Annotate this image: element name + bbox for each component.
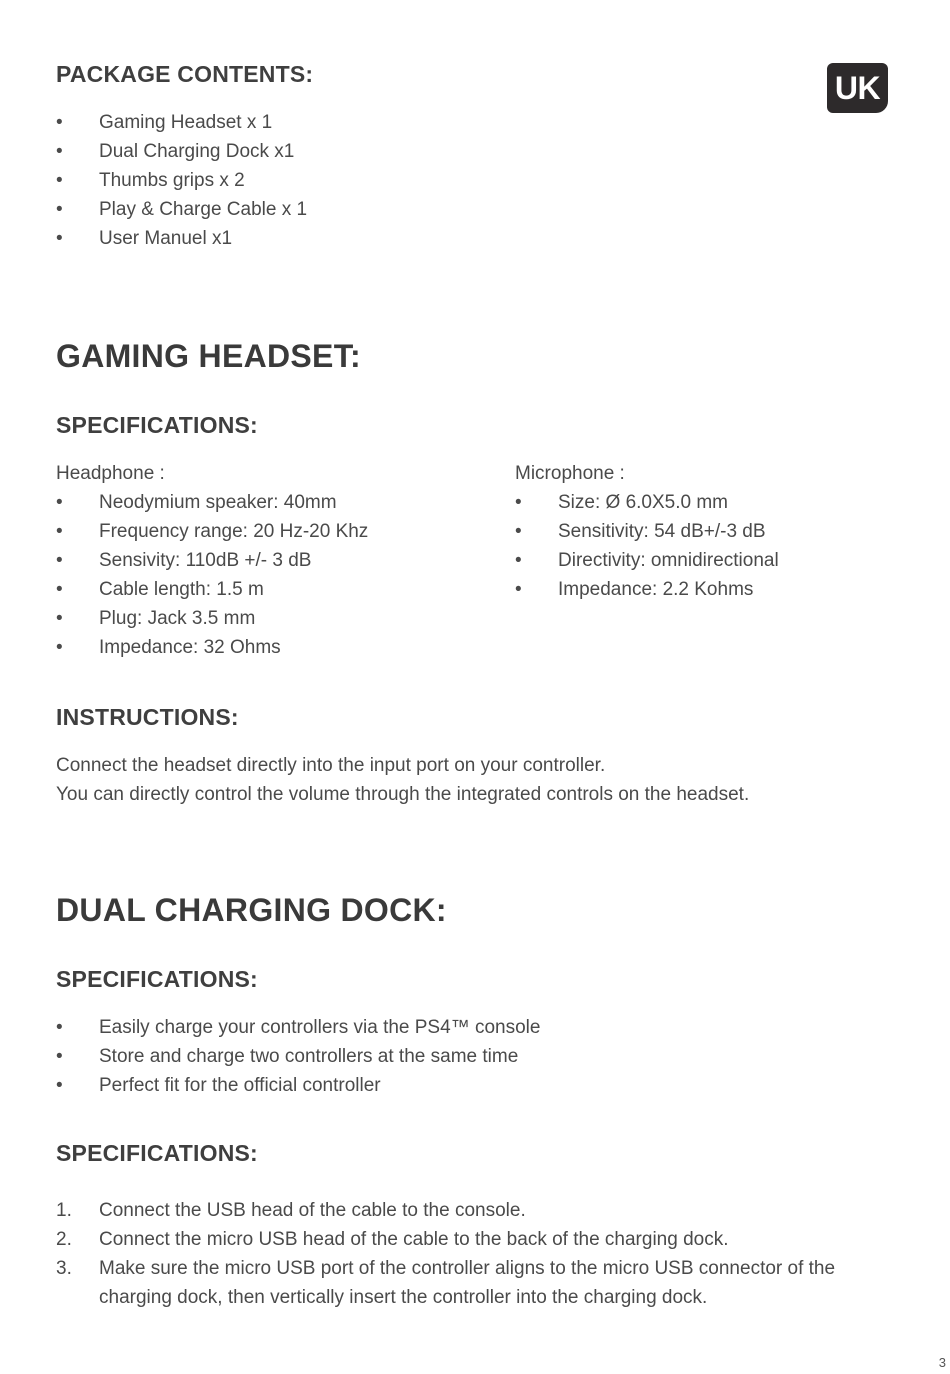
list-item: [56, 1071, 916, 1100]
dock-specifications-heading-2: SPECIFICATIONS:: [56, 1140, 258, 1166]
list-item: [56, 546, 496, 575]
list-item-text: Perfect fit for the official controller: [99, 1075, 381, 1096]
bullet: •: [56, 521, 63, 542]
bullet: •: [56, 170, 63, 191]
instructions-heading: INSTRUCTIONS:: [56, 704, 239, 730]
headset-specifications-heading: SPECIFICATIONS:: [56, 412, 258, 438]
list-item: [56, 137, 656, 166]
list-item-text: Size: Ø 6.0X5.0 mm: [558, 492, 729, 513]
dock-specifications-heading: SPECIFICATIONS:: [56, 966, 258, 992]
language-badge: UK: [827, 63, 888, 113]
instructions-text: [56, 751, 926, 809]
step-number: 2.: [56, 1229, 72, 1250]
bullet: •: [56, 550, 63, 571]
bullet: •: [515, 521, 522, 542]
bullet: •: [515, 579, 522, 600]
list-item-text: User Manuel x1: [99, 228, 233, 249]
step-number: 3.: [56, 1258, 72, 1279]
headphone-specs: [56, 459, 496, 662]
bullet: •: [56, 1017, 63, 1038]
dock-steps-list: [56, 1196, 896, 1312]
list-item-text: Gaming Headset x 1: [99, 112, 273, 133]
list-item: [56, 633, 496, 662]
bullet: •: [56, 637, 63, 658]
list-item-text: Frequency range: 20 Hz-20 Khz: [99, 521, 369, 542]
list-item-text: Dual Charging Dock x1: [99, 141, 295, 162]
bullet: •: [56, 608, 63, 629]
list-item-text: Sensivity: 110dB +/- 3 dB: [99, 550, 312, 571]
list-item: [515, 575, 935, 604]
list-item: [56, 1042, 916, 1071]
list-item: [56, 108, 656, 137]
list-item: [56, 488, 496, 517]
list-item-text: Cable length: 1.5 m: [99, 579, 264, 600]
bullet: •: [56, 112, 63, 133]
list-item: [56, 575, 496, 604]
bullet: •: [56, 199, 63, 220]
bullet: •: [56, 1046, 63, 1067]
list-item: [515, 546, 935, 575]
package-contents-list: [56, 108, 656, 253]
list-item-text: Easily charge your controllers via the PS4™ console: [99, 1017, 541, 1038]
instructions-line: You can directly control the volume through the integrated controls on the headset.: [56, 784, 750, 805]
headphone-label: Headphone :: [56, 463, 165, 484]
list-item: [56, 166, 656, 195]
list-item-text: Neodymium speaker: 40mm: [99, 492, 337, 513]
bullet: •: [56, 579, 63, 600]
headphone-spec-list: [56, 488, 496, 662]
list-item-text: Impedance: 32 Ohms: [99, 637, 281, 658]
list-item: [515, 517, 935, 546]
list-item-text: Connect the USB head of the cable to the console.: [99, 1200, 526, 1221]
list-item: [56, 517, 496, 546]
list-item-text: Thumbs grips x 2: [99, 170, 245, 191]
bullet: •: [56, 1075, 63, 1096]
dock-feature-list: [56, 1013, 916, 1100]
list-item-text: Impedance: 2.2 Kohms: [558, 579, 754, 600]
list-item-text: Store and charge two controllers at the same time: [99, 1046, 519, 1067]
dual-charging-dock-title: DUAL CHARGING DOCK:: [56, 892, 447, 928]
bullet: •: [56, 492, 63, 513]
list-item-text: Directivity: omnidirectional: [558, 550, 779, 571]
list-item-text: Plug: Jack 3.5 mm: [99, 608, 256, 629]
microphone-label: Microphone :: [515, 463, 625, 484]
list-item: [56, 604, 496, 633]
list-item: [56, 224, 656, 253]
instructions-line: Connect the headset directly into the input port on your controller.: [56, 755, 606, 776]
gaming-headset-title: GAMING HEADSET:: [56, 338, 361, 374]
list-item-text: Make sure the micro USB port of the controller aligns to the micro USB connector of the charging dock, then vertically insert the controller into the charging dock.: [99, 1258, 836, 1308]
list-item-text: Play & Charge Cable x 1: [99, 199, 308, 220]
list-item: [56, 1225, 896, 1254]
list-item-text: Connect the micro USB head of the cable to the back of the charging dock.: [99, 1229, 729, 1250]
step-number: 1.: [56, 1200, 72, 1221]
bullet: •: [56, 141, 63, 162]
list-item: [56, 1013, 916, 1042]
bullet: •: [515, 492, 522, 513]
list-item: [515, 488, 935, 517]
package-contents-heading: PACKAGE CONTENTS:: [56, 61, 314, 87]
bullet: •: [56, 228, 63, 249]
list-item: [56, 195, 656, 224]
list-item: [56, 1254, 896, 1312]
bullet: •: [515, 550, 522, 571]
page-number: 3: [938, 1355, 946, 1370]
microphone-spec-list: [515, 488, 935, 604]
microphone-specs: [515, 459, 935, 604]
list-item-text: Sensitivity: 54 dB+/-3 dB: [558, 521, 766, 542]
list-item: [56, 1196, 896, 1225]
